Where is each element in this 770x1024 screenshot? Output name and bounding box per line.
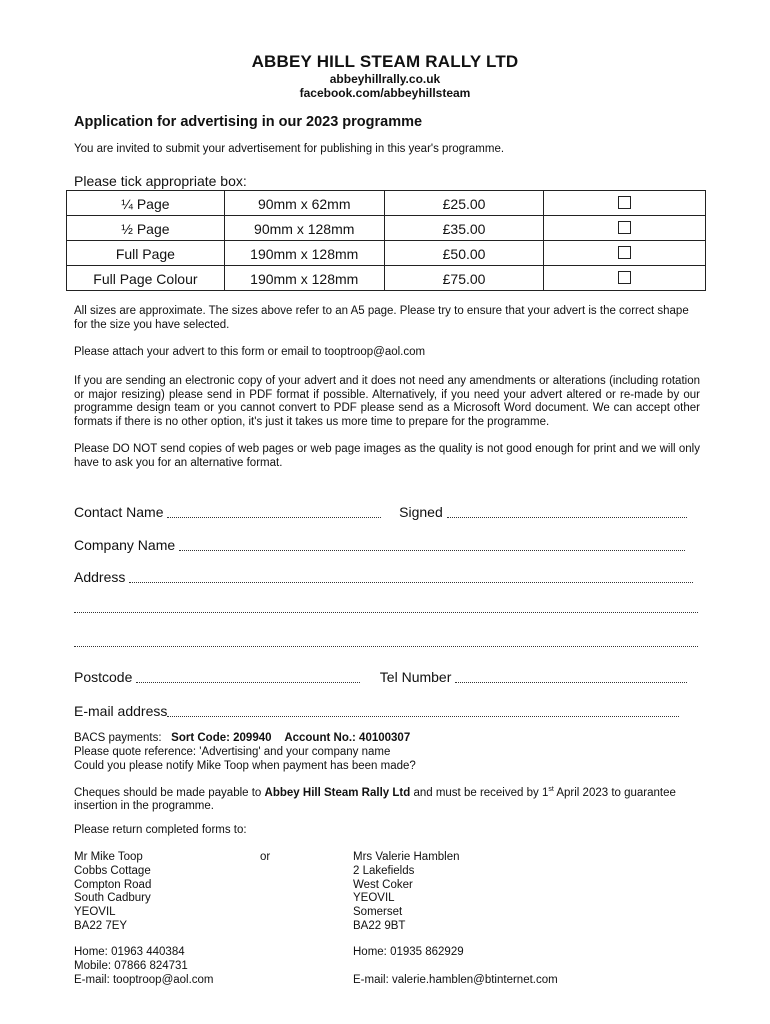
address-field-1[interactable]	[129, 568, 693, 583]
email-line	[74, 702, 679, 719]
signed-field[interactable]	[447, 503, 687, 518]
payment-reference: Please quote reference: 'Advertising' and your company name	[74, 746, 391, 758]
tick-cell	[544, 241, 706, 266]
company-line	[74, 536, 685, 553]
advert-price-table	[66, 190, 706, 291]
return-instruction: Please return completed forms to:	[74, 824, 247, 836]
tick-cell	[544, 191, 706, 216]
right-home-phone: Home: 01935 862929	[353, 946, 464, 958]
sizes-note: All sizes are approximate. The sizes above refer to an A5 page. Please try to ensure that your advert is the correct shape for the size you have selected.	[74, 305, 689, 331]
price-cell: £75.00	[384, 266, 544, 291]
price-cell: £50.00	[384, 241, 544, 266]
email-field[interactable]	[167, 702, 679, 717]
right-email: E-mail: valerie.hamblen@btinternet.com	[353, 973, 558, 986]
full-page-colour-checkbox[interactable]	[618, 271, 631, 284]
tick-instruction: Please tick appropriate box:	[74, 173, 247, 189]
electronic-copy-note: If you are sending an electronic copy of your advert and it does not need any amendments or alterations (including rotation or major resizing) please send in PDF format if possible. Alternatively, if you need your advert altered or re-made by our programme design team or you cannot convert to PDF please send as a Microsoft Word document. We can accept other formats if there is no other option, it's just it takes us more time to prepare for the programme.	[74, 375, 700, 428]
bacs-label: BACS payments:	[74, 732, 162, 744]
account-number: Account No.: 40100307	[284, 732, 411, 744]
address-line	[74, 568, 693, 585]
org-name: ABBEY HILL STEAM RALLY LTD	[251, 52, 519, 71]
table-row	[67, 216, 706, 241]
form-title: Application for advertising in our 2023 programme	[74, 114, 423, 130]
table-row	[67, 266, 706, 291]
payment-notify: Could you please notify Mike Toop when payment has been made?	[74, 760, 416, 772]
signed-label: Signed	[399, 504, 443, 520]
full-page-checkbox[interactable]	[618, 246, 631, 259]
size-cell: ½ Page	[67, 216, 225, 241]
company-name-label: Company Name	[74, 537, 176, 553]
contact-right-phone	[353, 946, 558, 987]
sort-code: Sort Code: 209940	[171, 732, 272, 744]
dimensions-cell: 90mm x 128mm	[224, 216, 384, 241]
contact-name-label: Contact Name	[74, 504, 164, 520]
size-cell: Full Page Colour	[67, 266, 225, 291]
website: abbeyhillrally.co.uk	[329, 72, 441, 86]
company-name-field[interactable]	[179, 536, 685, 551]
left-email: E-mail: tooptroop@aol.com	[74, 973, 214, 986]
payee-name: Abbey Hill Steam Rally Ltd	[264, 786, 411, 799]
attach-note: Please attach your advert to this form or email to tooptroop@aol.com	[74, 346, 426, 358]
tick-cell	[544, 216, 706, 241]
left-home-phone: Home: 01963 440384	[74, 946, 185, 958]
address-field-3[interactable]	[74, 646, 698, 647]
quarter-page-checkbox[interactable]	[618, 196, 631, 209]
price-cell: £25.00	[384, 191, 544, 216]
table-row	[67, 191, 706, 216]
contact-left-phone	[74, 946, 214, 987]
price-cell: £35.00	[384, 216, 544, 241]
tel-number-label: Tel Number	[379, 669, 452, 685]
facebook-page: facebook.com/abbeyhillsteam	[299, 86, 471, 100]
address-field-2[interactable]	[74, 612, 698, 613]
postcode-tel-line	[74, 668, 687, 685]
left-mobile-phone: Mobile: 07866 824731	[74, 959, 188, 972]
intro-text: You are invited to submit your advertisement for publishing in this year's programme.	[74, 143, 505, 155]
cheques-note: Cheques should be made payable to Abbey Hill Steam Rally Ltd and must be received by 1st April 2023 to guarantee insertion in the programme.	[74, 786, 676, 813]
or-separator: or	[260, 851, 271, 863]
bacs-line	[74, 732, 410, 746]
tick-cell	[544, 266, 706, 291]
tel-number-field[interactable]	[455, 668, 687, 683]
dimensions-cell: 90mm x 62mm	[224, 191, 384, 216]
contact-signed-line	[74, 503, 687, 520]
postcode-field[interactable]	[136, 668, 360, 683]
table-row	[67, 241, 706, 266]
contact-left-address: Mr Mike Toop Cobbs Cottage Compton Road South Cadbury YEOVIL BA22 7EY	[74, 851, 152, 932]
half-page-checkbox[interactable]	[618, 221, 631, 234]
size-cell: ¼ Page	[67, 191, 225, 216]
dimensions-cell: 190mm x 128mm	[224, 266, 384, 291]
postcode-label: Postcode	[74, 669, 133, 685]
dimensions-cell: 190mm x 128mm	[224, 241, 384, 266]
web-pages-note: Please DO NOT send copies of web pages or web page images as the quality is not good enough for print and we will only have to ask you for an alternative format.	[74, 443, 700, 469]
contact-right-address: Mrs Valerie Hamblen 2 Lakefields West Coker YEOVIL Somerset BA22 9BT	[353, 851, 460, 932]
address-label: Address	[74, 569, 126, 585]
size-cell: Full Page	[67, 241, 225, 266]
email-label: E-mail address	[74, 703, 168, 719]
contact-name-field[interactable]	[167, 503, 381, 518]
